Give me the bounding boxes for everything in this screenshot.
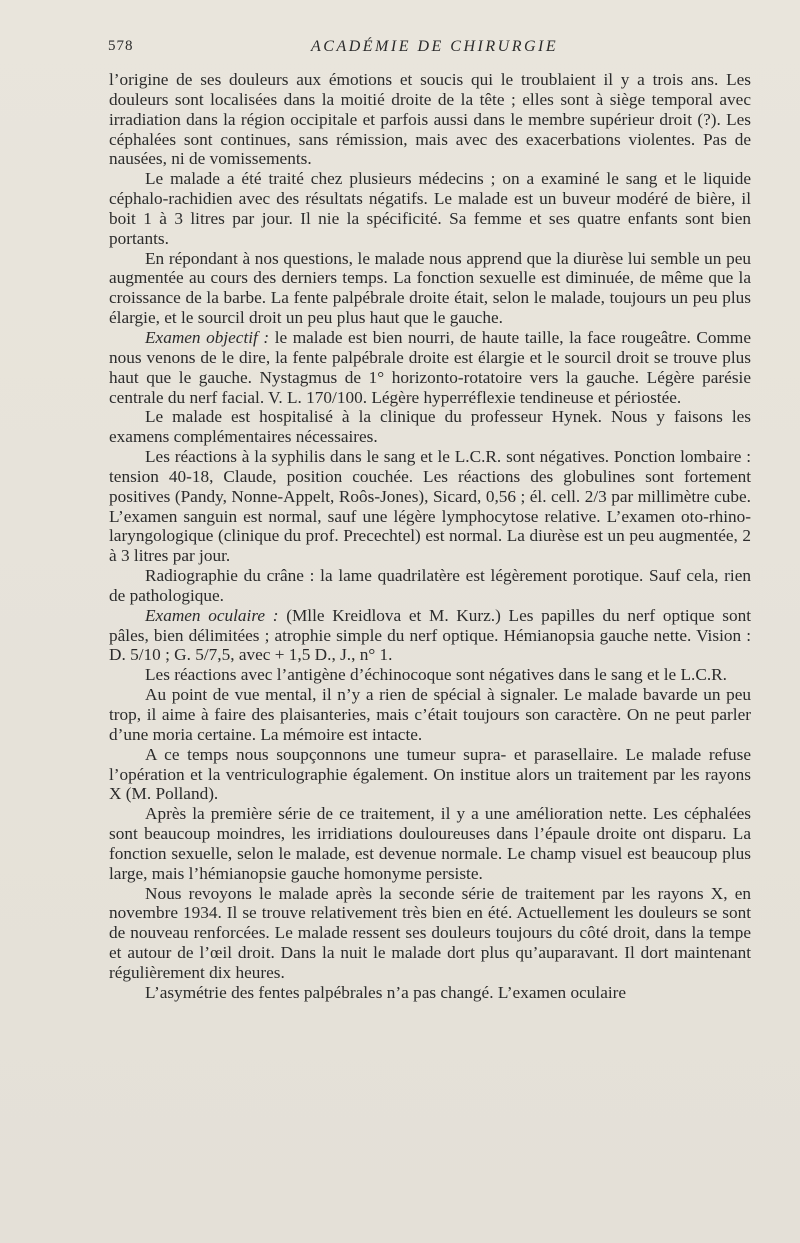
section-lead: Examen oculaire :: [145, 605, 279, 625]
paragraph: l’origine de ses douleurs aux émotions et soucis qui le troublaient il y a trois ans. Les douleurs sont localisées dans la moitié droite de la tête ; elles sont à siège temporal avec irradiation dans la région occipitale et parfois aussi dans le membre supérieur droit (?). Les céphalées sont continues, sans rémission, mais avec des exacerbations violentes. Pas de nausées, ni de vomissements.: [109, 70, 751, 169]
paragraph: Radiographie du crâne : la lame quadrilatère est légèrement porotique. Sauf cela, rien de pathologique.: [109, 566, 751, 605]
page-number: 578: [108, 38, 134, 54]
paragraph: Les réactions à la syphilis dans le sang et le L.C.R. sont négatives. Ponction lombaire : tension 40-18, Claude, position couchée. Les réactions des globulines sont fortement positives (Pandy, Nonne-Appelt, Roôs-Jones), Sicard, 0,56 ; él. cell. 2/3 par millimètre cube. L’examen sanguin est normal, sauf une légère lymphocytose relative. L’examen oto-rhino-laryngologique (clinique du prof. Precechtel) est normal. La diurèse est un peu augmentée, 2 à 3 litres par jour.: [109, 447, 751, 566]
paragraph: Le malade a été traité chez plusieurs médecins ; on a examiné le sang et le liquide céphalo-rachidien avec des résultats négatifs. Le malade est un buveur modéré de bière, il boit 1 à 3 litres par jour. Il nie la spécificité. Sa femme et ses quatre enfants sont bien portants.: [109, 169, 751, 248]
paragraph: A ce temps nous soupçonnons une tumeur supra- et parasellaire. Le malade refuse l’opération et la ventriculographie également. On institue alors un traitement par les rayons X (M. Polland).: [109, 744, 751, 804]
paragraph: Au point de vue mental, il n’y a rien de spécial à signaler. Le malade bavarde un peu trop, il aime à faire des plaisanteries, mais c’était toujours son caractère. On ne peut parler d’une moria certaine. La mémoire est intacte.: [109, 685, 751, 744]
paragraph: Après la première série de ce traitement, il y a une amélioration nette. Les céphalées sont beaucoup moindres, les irridiations douloureuses dans l’épaule droite ont disparu. La fonction sexuelle, selon le malade, est devenue normale. Le champ visuel est beaucoup plus large, mais l’hémianopsie gauche homonyme persiste.: [109, 804, 751, 883]
paragraph: Nous revoyons le malade après la seconde série de traitement par les rayons X, en novembre 1934. Il se trouve relativement très bien en été. Actuellement les douleurs se sont de nouveau renforcées. Le malade ressent ses douleurs toujours du côté droit, dans la tempe et autour de l’œil droit. Dans la nuit le malade dort plus qu’auparavant. Il dort maintenant régulièrement dix heures.: [109, 883, 751, 982]
paragraph: Les réactions avec l’antigène d’échinocoque sont négatives dans le sang et le L.C.R.: [145, 665, 727, 685]
paragraph: En répondant à nos questions, le malade nous apprend que la diurèse lui semble un peu augmentée au cours des derniers temps. La fonction sexuelle est diminuée, de même que la croissance de la barbe. La fente palpébrale droite était, selon le malade, toujours un peu plus élargie, et le sourcil droit un peu plus haut que le gauche.: [109, 248, 751, 328]
running-title: ACADÉMIE DE CHIRURGIE: [311, 38, 559, 55]
paragraph: Le malade est hospitalisé à la clinique du professeur Hynek. Nous y faisons les examens complémentaires nécessaires.: [109, 407, 751, 447]
paragraph: Examen objectif : le malade est bien nourri, de haute taille, la face rougeâtre. Comme nous venons de le dire, la fente palpébrale droite est élargie et le sourcil droit se trouve plus haut que le gauche. Nystagmus de 1° horizonto-rotatoire vers la gauche. Légère parésie centrale du nerf facial. V. L. 170/100. Légère hyperréflexie tendineuse et périostée.: [109, 327, 751, 407]
paragraph: Examen oculaire : (Mlle Kreidlova et M. Kurz.) Les papilles du nerf optique sont pâles, bien délimitées ; atrophie simple du nerf optique. Hémianopsia gauche nette. Vision : D. 5/10 ; G. 5/7,5, avec + 1,5 D., J., n° 1.: [109, 605, 752, 665]
page-header: [108, 38, 760, 60]
body-text: [109, 70, 751, 1003]
paragraph: L’asymétrie des fentes palpébrales n’a pas changé. L’examen oculaire: [145, 982, 627, 1002]
section-lead: Examen objectif :: [145, 327, 270, 347]
